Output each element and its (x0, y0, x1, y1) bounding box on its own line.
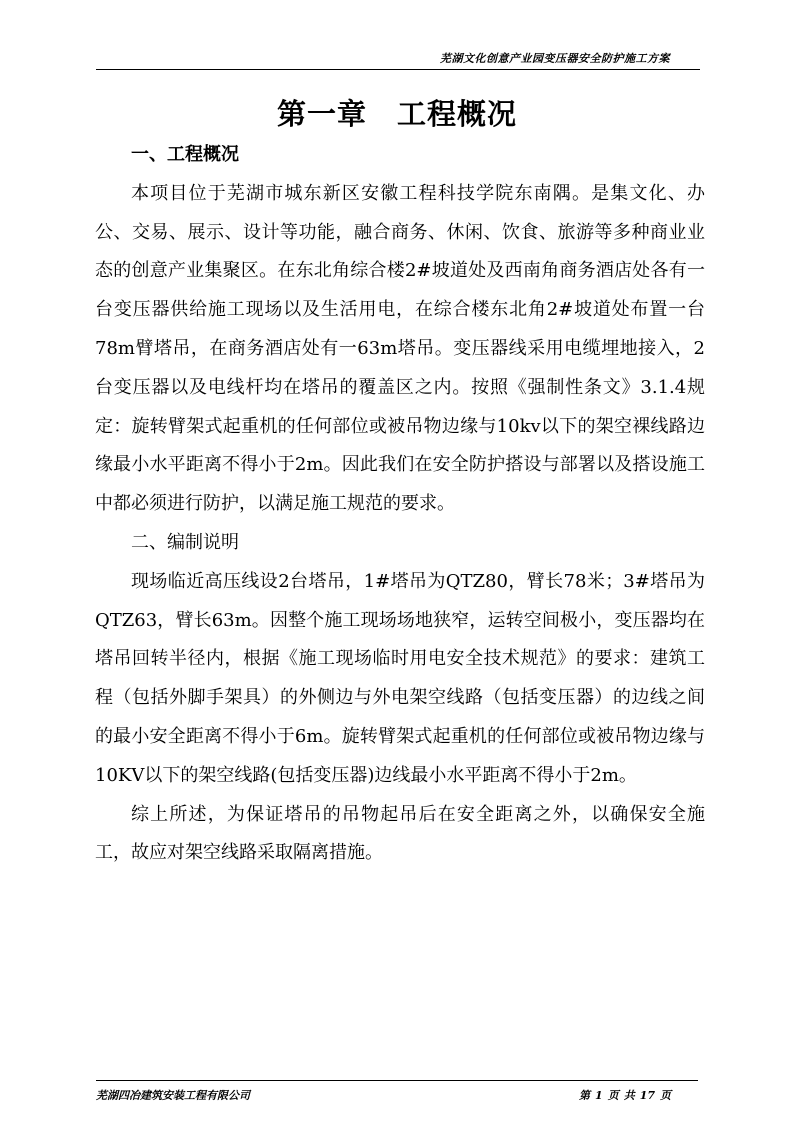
paragraph-overview: 本项目位于芜湖市城东新区安徽工程科技学院东南隅。是集文化、办公、交易、展示、设计等功能，融合商务、休闲、饮食、旅游等多种商业业态的创意产业集聚区。在东北角综合楼2#坡道处及西南角商务酒店处各有一台变压器供给施工现场以及生活用电，在综合楼东北角2#坡道处布置一台78m臂塔吊，在商务酒店处有一63m塔吊。变压器线采用电缆埋地接入，2台变压器以及电线杆均在塔吊的覆盖区之内。按照《强制性条文》3.1.4规定：旋转臂架式起重机的任何部位或被吊物边缘与10kv以下的架空裸线路边缘最小水平距离不得小于2m。因此我们在安全防护搭设与部署以及搭设施工中都必须进行防护，以满足施工规范的要求。 (95, 182, 705, 515)
paragraph-summary: 综上所述，为保证塔吊的吊物起吊后在安全距离之外，以确保安全施工，故应对架空线路采取隔离措施。 (95, 803, 705, 864)
footer-divider (96, 1080, 698, 1081)
total-label: 共 (623, 1089, 635, 1102)
page-unit: 页 (607, 1089, 619, 1102)
total-unit: 页 (660, 1089, 671, 1102)
paragraph-compilation: 现场临近高压线设2台塔吊，1#塔吊为QTZ80，臂长78米；3#塔吊为QTZ63，臂长63m。因整个施工现场场地狭窄，运转空间极小，变压器均在塔吊回转半径内，根据《施工现场临时用电安全技术规范》的要求：建筑工程（包括外脚手架具）的外侧边与外电架空线路（包括变压器）的边线之间的最小安全距离不得小于6m。旋转臂架式起重机的任何部位或被吊物边缘与10KV以下的架空线路(包括变压器)边线最小水平距离不得小于2m。 (95, 570, 705, 786)
page-number: 1 (595, 1089, 603, 1102)
footer-company: 芜湖四冶建筑安装工程有限公司 (96, 1089, 250, 1102)
total-pages: 17 (639, 1089, 655, 1102)
document-header-title: 芜湖文化创意产业园变压器安全防护施工方案 (440, 52, 670, 65)
page-label: 第 (579, 1089, 591, 1102)
chapter-title: 第一章 工程概况 (276, 97, 517, 131)
header-divider (96, 69, 700, 70)
section-heading-compilation: 二、编制说明 (131, 531, 239, 553)
section-heading-overview: 一、工程概况 (131, 144, 239, 165)
footer-page-info (579, 1087, 676, 1103)
document-body (95, 136, 705, 873)
